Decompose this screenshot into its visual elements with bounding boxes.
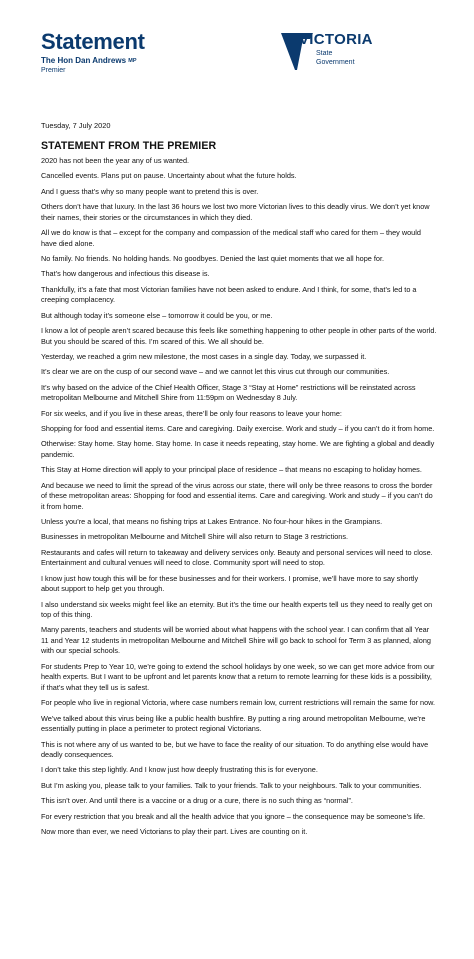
- paragraph: Thankfully, it’s a fate that most Victorian families have not been asked to endure. And I think, for some, that’s led to a creeping complacency.: [41, 284, 417, 305]
- paragraph: 2020 has not been the year any of us wanted.: [41, 156, 190, 165]
- paragraph: I also understand six weeks might feel like an eternity. But it’s the time our health experts tell us they need to really get on top of this thing.: [41, 599, 433, 620]
- paragraph: And I guess that’s why so many people want to pretend this is over.: [41, 186, 259, 196]
- paragraph: Cancelled events. Plans put on pause. Uncertainty about what the future holds.: [41, 171, 297, 181]
- statement-date: Tuesday, 7 July 2020: [41, 121, 111, 130]
- paragraph: I don’t take this step lightly. And I know just how deeply frustrating this is for everyone.: [41, 765, 318, 775]
- statement-title: STATEMENT FROM THE PREMIER: [41, 140, 217, 152]
- paragraph: This isn’t over. And until there is a vaccine or a drug or a cure, there is no such thing as “normal”.: [41, 796, 353, 806]
- paragraph: But although today it’s someone else – tomorrow it could be you, or me.: [41, 310, 273, 320]
- premier-name: The Hon Dan Andrews: [41, 56, 127, 65]
- paragraph: I know a lot of people aren’t scared because this feels like something happening to other people in other parts of the world. But you should be scared of this. I’m scared of this. We all should be.: [41, 326, 437, 346]
- header-name-line: [41, 56, 145, 66]
- paragraph: Shopping for food and essential items. Care and caregiving. Daily exercise. Work and study – if you can’t do it from home.: [41, 423, 435, 433]
- paragraph: And because we need to limit the spread of the virus across our state, there will only be three reasons to cross the border of these metropolitan areas: Shopping for food and essential items. Care and caregiving. Work and study – if you can’t do it from home.: [41, 480, 433, 511]
- paragraph: We’ve talked about this virus being like a public health bushfire. By putting a ring around metropolitan Melbourne, we’re essentially putting in place a perimeter to protect regional Victorians.: [41, 713, 426, 734]
- header-title: Statement: [41, 29, 145, 54]
- paragraph: I know just how tough this will be for these businesses and for their workers. I promise, we’ll have more to say shortly about support to help get you through.: [41, 573, 419, 594]
- paragraph: Otherwise: Stay home. Stay home. Stay home. In case it needs repeating, stay home. We are fighting a global and deadly pandemic.: [41, 439, 435, 459]
- logo-sub-government: Government: [316, 58, 355, 66]
- paragraph: This is not where any of us wanted to be, but we have to face the reality of our situation. To do anything else would have deadly consequences.: [41, 739, 429, 760]
- paragraph: Yesterday, we reached a grim new milestone, the most cases in a single day. Today, we surpassed it.: [41, 351, 367, 361]
- paragraph: Restaurants and cafes will return to takeaway and delivery services only. Beauty and personal services will need to close. Entertainment and cultural venues will need to close. Community sport will need to stop.: [41, 547, 433, 568]
- paragraph: Many parents, teachers and students will be worried about what happens with the school year. I can confirm that all Year 11 and Year 12 students in metropolitan Melbourne and Mitchell Shire will go back to school for Term 3 as planned, along with our special schools.: [41, 625, 431, 656]
- statement-body: [41, 121, 437, 842]
- paragraph: For students Prep to Year 10, we’re going to extend the school holidays by one week, so we can get more advice from our health experts. But I want to be upfront and let parents know that a return to remote learning for these kids is a possibility, if that’s what they tell us is safest.: [41, 661, 435, 692]
- statement-header: [41, 30, 145, 75]
- paragraph: All we do know is that – except for the company and compassion of the medical staff who cared for them – they would have died alone.: [41, 228, 421, 248]
- paragraph: But I’m asking you, please talk to your families. Talk to your friends. Talk to your neighbours. Talk to your communities.: [41, 780, 422, 790]
- paragraph: This Stay at Home direction will apply to your principal place of residence – that means no escaping to holiday homes.: [41, 465, 422, 475]
- paragraph: It’s clear we are on the cusp of our second wave – and we cannot let this virus cut through our communities.: [41, 367, 390, 377]
- logo-subtext: [316, 50, 355, 67]
- premier-role: Premier: [41, 67, 66, 74]
- paragraph: For every restriction that you break and all the health advice that you ignore – the consequence may be someone’s life.: [41, 811, 425, 821]
- paragraph: No family. No friends. No holding hands. No goodbyes. Denied the last quiet moments that we all hope for.: [41, 253, 385, 263]
- paragraph: For people who live in regional Victoria, where case numbers remain low, current restrictions will remain the same for now.: [41, 698, 436, 708]
- paragraph: It’s why based on the advice of the Chief Health Officer, Stage 3 “Stay at Home” restrictions will be reinstated across metropolitan Melbourne and Mitchell Shire from 11:59pm on Wednesday 8 July.: [41, 382, 416, 403]
- paragraph: Unless you’re a local, that means no fishing trips at Lakes Entrance. No four-hour hikes in the Grampians.: [41, 517, 383, 527]
- paragraph: Now more than ever, we need Victorians to play their part. Lives are counting on it.: [41, 827, 308, 836]
- name-suffix: MP: [128, 58, 137, 64]
- paragraph: For six weeks, and if you live in these areas, there’ll be only four reasons to leave your home:: [41, 408, 342, 418]
- logo-wordmark: VICTORIA: [299, 31, 373, 48]
- paragraph: Businesses in metropolitan Melbourne and Mitchell Shire will also return to Stage 3 restrictions.: [41, 532, 349, 542]
- paragraph: That’s how dangerous and infectious this disease is.: [41, 269, 210, 279]
- paragraph-list: [41, 156, 437, 838]
- paragraph: Others don’t have that luxury. In the last 36 hours we lost two more Victorian lives to this deadly virus. We don’t yet know their names, their stories or the circumstances in which they died.: [41, 202, 430, 222]
- logo-sub-state: State: [316, 50, 333, 57]
- victoria-logo: [280, 30, 380, 74]
